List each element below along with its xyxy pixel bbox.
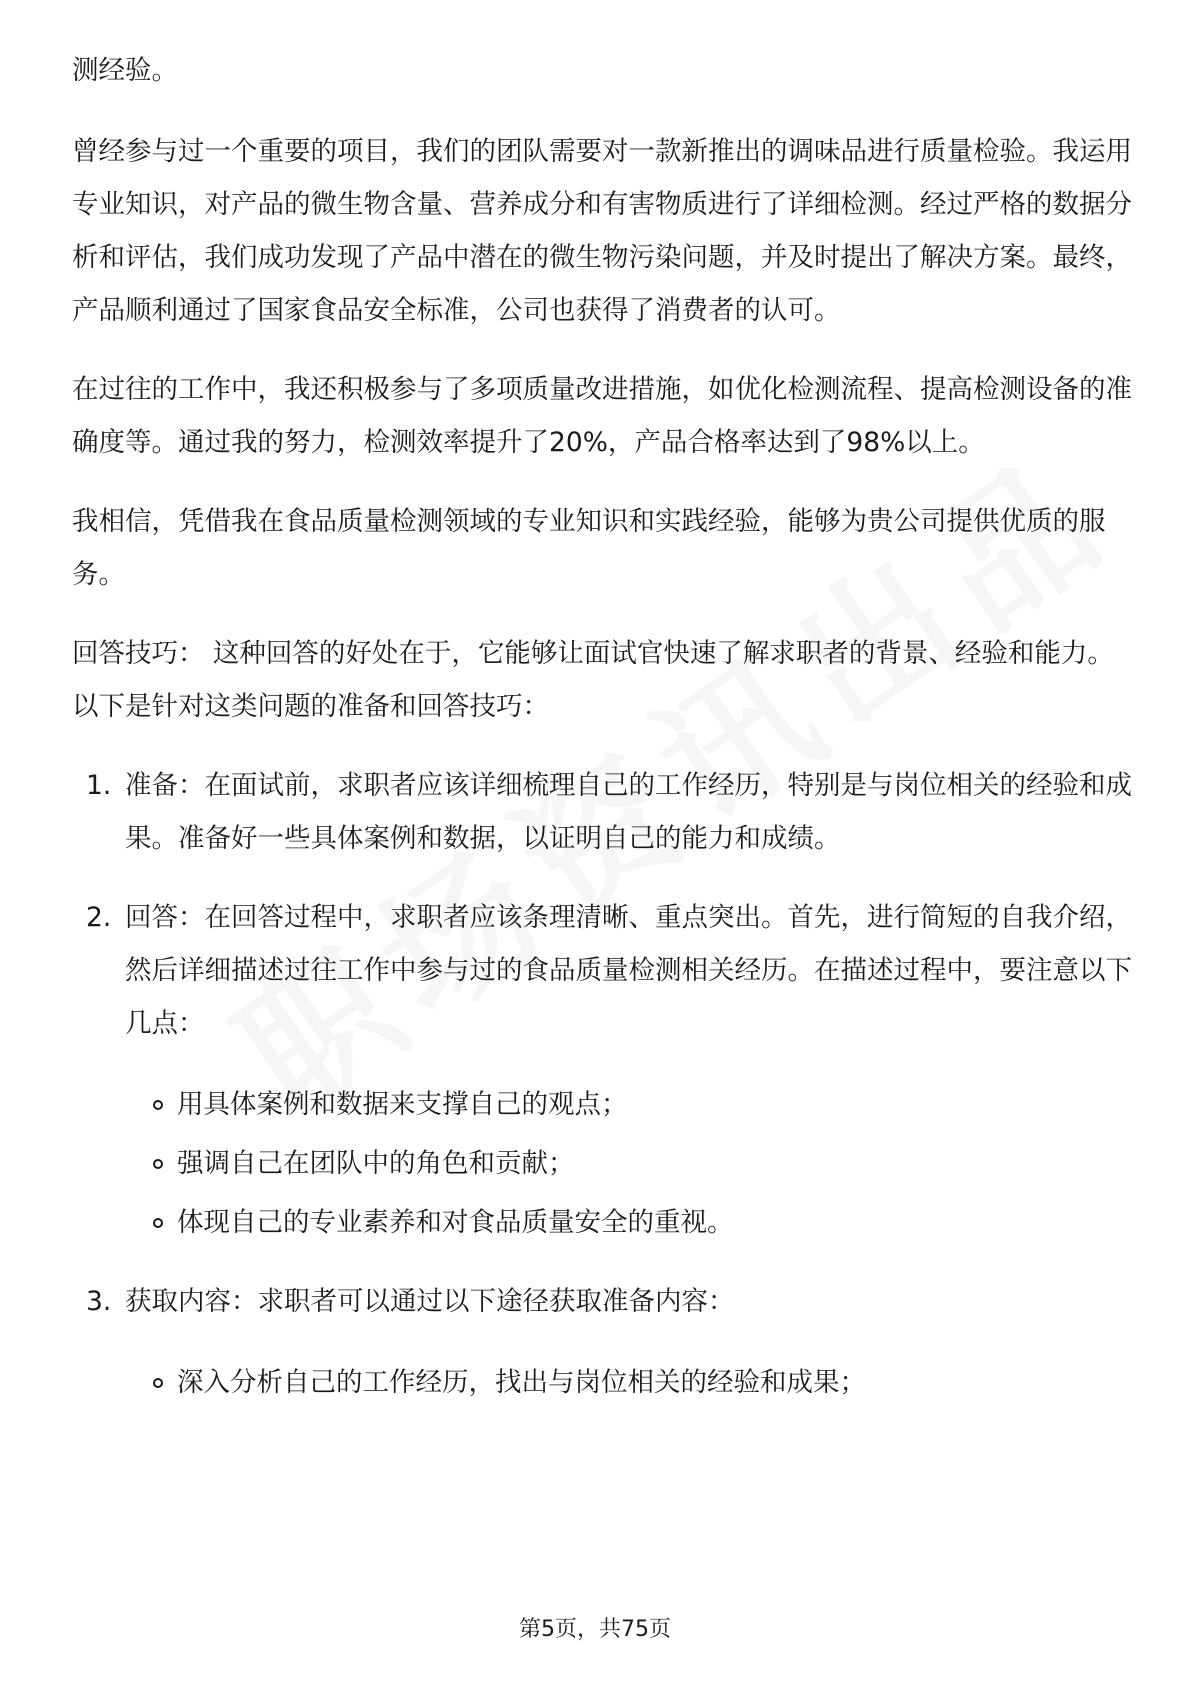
paragraph: 测经验。 <box>72 55 178 86</box>
sub-list-item-text: 强调自己在团队中的角色和贡献； <box>177 1148 575 1179</box>
sub-list-item-text: 体现自己的专业素养和对食品质量安全的重视。 <box>177 1207 734 1238</box>
bullet-circle-icon <box>153 1159 163 1169</box>
list-number: 1. <box>86 770 112 801</box>
list-item <box>72 891 1132 1249</box>
list-item <box>72 759 1132 865</box>
bullet-circle-icon <box>153 1378 163 1388</box>
list-item-text: 获取内容：求职者可以通过以下途径获取准备内容： <box>125 1286 735 1317</box>
list-item-text: 回答：在回答过程中，求职者应该条理清晰、重点突出。首先，进行简短的自我介绍，然后详细描述过往工作中参与过的食品质量检测相关经历。在描述过程中，要注意以下几点： <box>125 902 1132 1039</box>
list-item-text: 准备：在面试前，求职者应该详细梳理自己的工作经历，特别是与岗位相关的经验和成果。准备好一些具体案例和数据，以证明自己的能力和成绩。 <box>125 770 1132 854</box>
sub-list <box>125 1356 1132 1409</box>
sub-list-item <box>125 1137 1132 1190</box>
paragraph: 我相信，凭借我在食品质量检测领域的专业知识和实践经验，能够为贵公司提供优质的服务。 <box>72 506 1106 590</box>
sub-list-item <box>125 1356 1132 1409</box>
sub-list-item <box>125 1196 1132 1249</box>
document-body <box>72 44 1132 1435</box>
sub-list-item-text: 用具体案例和数据来支撑自己的观点； <box>177 1089 628 1120</box>
list-item <box>72 1275 1132 1409</box>
tips-list <box>72 759 1132 1409</box>
page-footer: 第5页，共75页 <box>519 1617 671 1642</box>
paragraph: 回答技巧： 这种回答的好处在于，它能够让面试官快速了解求职者的背景、经验和能力。以下是针对这类问题的准备和回答技巧： <box>72 638 1114 722</box>
sub-list-item <box>125 1078 1132 1131</box>
list-number: 3. <box>86 1286 112 1317</box>
list-number: 2. <box>86 902 112 933</box>
paragraph: 曾经参与过一个重要的项目，我们的团队需要对一款新推出的调味品进行质量检验。我运用专业知识，对产品的微生物含量、营养成分和有害物质进行了详细检测。经过严格的数据分析和评估，我们成功发现了产品中潜在的微生物污染问题，并及时提出了解决方案。最终，产品顺利通过了国家食品安全标准，公司也获得了消费者的认可。 <box>72 136 1132 326</box>
sub-list-item-text: 深入分析自己的工作经历，找出与岗位相关的经验和成果； <box>177 1367 866 1398</box>
bullet-circle-icon <box>153 1100 163 1110</box>
sub-list <box>125 1078 1132 1249</box>
bullet-circle-icon <box>153 1218 163 1228</box>
paragraph: 在过往的工作中，我还积极参与了多项质量改进措施，如优化检测流程、提高检测设备的准确度等。通过我的努力，检测效率提升了20%，产品合格率达到了98%以上。 <box>72 374 1132 458</box>
